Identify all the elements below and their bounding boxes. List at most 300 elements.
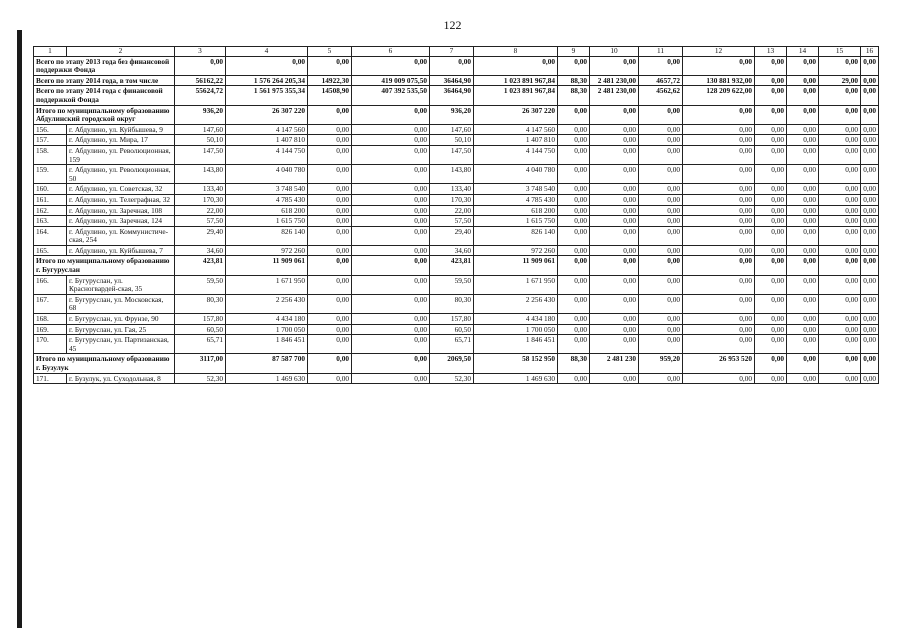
value-cell: 1 576 264 205,34 <box>226 75 308 86</box>
value-cell: 26 307 220 <box>226 105 308 124</box>
table-row <box>34 275 879 294</box>
value-cell: 4 785 430 <box>474 194 558 205</box>
address-cell: г. Абдулино, ул. Коммунистиче-ская, 254 <box>67 226 175 245</box>
value-cell: 0,00 <box>755 205 787 216</box>
value-cell: 130 881 932,00 <box>683 75 755 86</box>
table-row <box>34 373 879 384</box>
column-number-cell: 6 <box>352 47 430 57</box>
table-row <box>34 165 879 184</box>
row-number-cell: 166. <box>34 275 67 294</box>
address-cell: г. Абдулино, ул. Телеграфная, 32 <box>67 194 175 205</box>
value-cell: 0,00 <box>590 56 639 75</box>
value-cell: 0,00 <box>558 194 590 205</box>
value-cell: 52,30 <box>430 373 474 384</box>
value-cell: 0,00 <box>861 165 879 184</box>
value-cell: 2 481 230 <box>590 354 639 373</box>
value-cell: 0,00 <box>755 275 787 294</box>
value-cell: 0,00 <box>558 335 590 354</box>
value-cell: 0,00 <box>308 354 352 373</box>
value-cell: 0,00 <box>590 145 639 164</box>
value-cell: 4657,72 <box>639 75 683 86</box>
value-cell: 87 587 700 <box>226 354 308 373</box>
page-number: 122 <box>443 18 462 32</box>
address-cell: г. Абдулино, ул. Мира, 17 <box>67 135 175 146</box>
value-cell: 0,00 <box>819 184 861 195</box>
column-number-row <box>34 47 879 57</box>
housing-program-table <box>33 46 879 384</box>
value-cell: 0,00 <box>755 56 787 75</box>
value-cell: 0,00 <box>819 165 861 184</box>
row-number-cell: 165. <box>34 245 67 256</box>
value-cell: 1 469 630 <box>474 373 558 384</box>
value-cell: 0,00 <box>308 135 352 146</box>
value-cell: 0,00 <box>558 124 590 135</box>
address-cell: г. Бугуруслан, ул. Красногвардей-ская, 35 <box>67 275 175 294</box>
value-cell: 0,00 <box>755 324 787 335</box>
value-cell: 0,00 <box>787 245 819 256</box>
value-cell: 0,00 <box>861 135 879 146</box>
value-cell: 0,00 <box>755 226 787 245</box>
value-cell: 147,60 <box>430 124 474 135</box>
value-cell: 0,00 <box>755 86 787 105</box>
value-cell: 0,00 <box>787 354 819 373</box>
value-cell: 0,00 <box>639 335 683 354</box>
address-cell: г. Бузулук, ул. Суходольная, 8 <box>67 373 175 384</box>
value-cell: 59,50 <box>430 275 474 294</box>
value-cell: 0,00 <box>308 145 352 164</box>
address-cell: г. Абдулино, ул. Заречная, 108 <box>67 205 175 216</box>
value-cell: 2069,50 <box>430 354 474 373</box>
value-cell: 0,00 <box>558 275 590 294</box>
value-cell: 0,00 <box>787 324 819 335</box>
row-number-cell: 161. <box>34 194 67 205</box>
total-row <box>34 86 879 105</box>
value-cell: 0,00 <box>683 145 755 164</box>
value-cell: 0,00 <box>787 294 819 313</box>
value-cell: 0,00 <box>819 324 861 335</box>
value-cell: 0,00 <box>683 184 755 195</box>
value-cell: 0,00 <box>590 314 639 325</box>
value-cell: 3117,00 <box>175 354 226 373</box>
table-row <box>34 324 879 335</box>
value-cell: 0,00 <box>308 294 352 313</box>
value-cell: 0,00 <box>590 324 639 335</box>
value-cell: 0,00 <box>861 145 879 164</box>
value-cell: 1 469 630 <box>226 373 308 384</box>
total-label: Всего по этапу 2014 года с финансовой поддержкой Фонда <box>34 86 175 105</box>
value-cell: 0,00 <box>861 105 879 124</box>
value-cell: 0,00 <box>819 56 861 75</box>
value-cell: 0,00 <box>639 124 683 135</box>
column-number-cell: 2 <box>67 47 175 57</box>
value-cell: 0,00 <box>590 294 639 313</box>
value-cell: 0,00 <box>861 56 879 75</box>
value-cell: 4 434 180 <box>474 314 558 325</box>
value-cell: 147,60 <box>175 124 226 135</box>
value-cell: 0,00 <box>787 135 819 146</box>
value-cell: 0,00 <box>308 165 352 184</box>
value-cell: 0,00 <box>308 194 352 205</box>
value-cell: 50,10 <box>175 135 226 146</box>
value-cell: 0,00 <box>352 335 430 354</box>
value-cell: 0,00 <box>819 194 861 205</box>
value-cell: 60,50 <box>430 324 474 335</box>
value-cell: 0,00 <box>308 324 352 335</box>
value-cell: 0,00 <box>787 105 819 124</box>
value-cell: 0,00 <box>352 373 430 384</box>
value-cell: 0,00 <box>558 165 590 184</box>
value-cell: 0,00 <box>558 56 590 75</box>
value-cell: 0,00 <box>683 105 755 124</box>
value-cell: 50,10 <box>430 135 474 146</box>
value-cell: 0,00 <box>683 205 755 216</box>
value-cell: 0,00 <box>352 205 430 216</box>
address-cell: г. Абдулино, ул. Революционная, 159 <box>67 145 175 164</box>
total-label: Всего по этапу 2014 года, в том числе <box>34 75 175 86</box>
value-cell: 0,00 <box>787 194 819 205</box>
value-cell: 0,00 <box>590 124 639 135</box>
row-number-cell: 156. <box>34 124 67 135</box>
value-cell: 4 144 750 <box>226 145 308 164</box>
value-cell: 1 023 891 967,84 <box>474 86 558 105</box>
row-number-cell: 170. <box>34 335 67 354</box>
value-cell: 4 785 430 <box>226 194 308 205</box>
value-cell: 0,00 <box>308 314 352 325</box>
value-cell: 0,00 <box>308 373 352 384</box>
value-cell: 0,00 <box>819 294 861 313</box>
value-cell: 4562,62 <box>639 86 683 105</box>
row-number-cell: 171. <box>34 373 67 384</box>
value-cell: 88,30 <box>558 354 590 373</box>
value-cell: 0,00 <box>352 145 430 164</box>
value-cell: 0,00 <box>861 216 879 227</box>
value-cell: 0,00 <box>787 256 819 275</box>
value-cell: 419 009 075,50 <box>352 75 430 86</box>
value-cell: 0,00 <box>861 335 879 354</box>
value-cell: 1 615 750 <box>474 216 558 227</box>
value-cell: 11 909 061 <box>474 256 558 275</box>
value-cell: 0,00 <box>308 245 352 256</box>
value-cell: 0,00 <box>787 335 819 354</box>
value-cell: 4 147 560 <box>226 124 308 135</box>
value-cell: 1 615 750 <box>226 216 308 227</box>
value-cell: 0,00 <box>590 245 639 256</box>
table-row <box>34 205 879 216</box>
value-cell: 0,00 <box>639 135 683 146</box>
value-cell: 133,40 <box>175 184 226 195</box>
value-cell: 4 144 750 <box>474 145 558 164</box>
column-number-cell: 1 <box>34 47 67 57</box>
value-cell: 0,00 <box>683 124 755 135</box>
total-label: Итого по муниципальному образованию г. Бузулук <box>34 354 175 373</box>
value-cell: 29,40 <box>430 226 474 245</box>
value-cell: 170,30 <box>430 194 474 205</box>
column-number-cell: 11 <box>639 47 683 57</box>
value-cell: 0,00 <box>590 335 639 354</box>
value-cell: 0,00 <box>755 184 787 195</box>
value-cell: 0,00 <box>558 135 590 146</box>
value-cell: 0,00 <box>819 105 861 124</box>
value-cell: 0,00 <box>352 56 430 75</box>
value-cell: 65,71 <box>430 335 474 354</box>
value-cell: 0,00 <box>352 194 430 205</box>
value-cell: 0,00 <box>590 275 639 294</box>
value-cell: 0,00 <box>590 216 639 227</box>
value-cell: 0,00 <box>558 373 590 384</box>
value-cell: 0,00 <box>683 165 755 184</box>
value-cell: 0,00 <box>352 135 430 146</box>
row-number-cell: 160. <box>34 184 67 195</box>
value-cell: 1 671 950 <box>226 275 308 294</box>
address-cell: г. Абдулино, ул. Советская, 32 <box>67 184 175 195</box>
value-cell: 826 140 <box>226 226 308 245</box>
value-cell: 0,00 <box>639 245 683 256</box>
address-cell: г. Бугуруслан, ул. Гая, 25 <box>67 324 175 335</box>
value-cell: 56162,22 <box>175 75 226 86</box>
value-cell: 0,00 <box>755 105 787 124</box>
value-cell: 0,00 <box>558 256 590 275</box>
value-cell: 80,30 <box>175 294 226 313</box>
value-cell: 0,00 <box>590 256 639 275</box>
value-cell: 0,00 <box>558 216 590 227</box>
value-cell: 0,00 <box>558 105 590 124</box>
table-row <box>34 245 879 256</box>
value-cell: 0,00 <box>639 373 683 384</box>
address-cell: г. Абдулино, ул. Революционная, 50 <box>67 165 175 184</box>
table-row <box>34 314 879 325</box>
value-cell: 34,60 <box>430 245 474 256</box>
value-cell: 14508,90 <box>308 86 352 105</box>
value-cell: 1 846 451 <box>226 335 308 354</box>
value-cell: 0,00 <box>639 216 683 227</box>
value-cell: 0,00 <box>352 184 430 195</box>
table-row <box>34 124 879 135</box>
table-row <box>34 294 879 313</box>
value-cell: 0,00 <box>683 324 755 335</box>
value-cell: 0,00 <box>819 314 861 325</box>
value-cell: 0,00 <box>861 256 879 275</box>
value-cell: 423,81 <box>175 256 226 275</box>
value-cell: 0,00 <box>787 86 819 105</box>
value-cell: 0,00 <box>308 256 352 275</box>
value-cell: 0,00 <box>819 275 861 294</box>
value-cell: 407 392 535,50 <box>352 86 430 105</box>
value-cell: 147,50 <box>430 145 474 164</box>
value-cell: 0,00 <box>819 135 861 146</box>
value-cell: 972 260 <box>474 245 558 256</box>
value-cell: 2 256 430 <box>474 294 558 313</box>
value-cell: 0,00 <box>755 194 787 205</box>
value-cell: 4 040 780 <box>226 165 308 184</box>
value-cell: 0,00 <box>558 324 590 335</box>
value-cell: 0,00 <box>558 145 590 164</box>
value-cell: 0,00 <box>683 56 755 75</box>
value-cell: 0,00 <box>558 205 590 216</box>
value-cell: 1 700 050 <box>226 324 308 335</box>
table-row <box>34 135 879 146</box>
value-cell: 0,00 <box>861 314 879 325</box>
value-cell: 0,00 <box>352 324 430 335</box>
value-cell: 2 256 430 <box>226 294 308 313</box>
total-row <box>34 105 879 124</box>
value-cell: 0,00 <box>308 124 352 135</box>
value-cell: 0,00 <box>861 373 879 384</box>
column-number-cell: 14 <box>787 47 819 57</box>
value-cell: 936,20 <box>430 105 474 124</box>
value-cell: 157,80 <box>430 314 474 325</box>
value-cell: 0,00 <box>755 145 787 164</box>
total-row <box>34 256 879 275</box>
value-cell: 0,00 <box>352 314 430 325</box>
value-cell: 0,00 <box>558 294 590 313</box>
value-cell: 0,00 <box>590 184 639 195</box>
value-cell: 0,00 <box>308 184 352 195</box>
value-cell: 26 307 220 <box>474 105 558 124</box>
value-cell: 0,00 <box>861 324 879 335</box>
value-cell: 0,00 <box>755 256 787 275</box>
value-cell: 0,00 <box>590 373 639 384</box>
value-cell: 0,00 <box>352 165 430 184</box>
value-cell: 0,00 <box>558 314 590 325</box>
total-row <box>34 56 879 75</box>
value-cell: 0,00 <box>352 294 430 313</box>
value-cell: 157,80 <box>175 314 226 325</box>
row-number-cell: 159. <box>34 165 67 184</box>
value-cell: 0,00 <box>352 354 430 373</box>
value-cell: 0,00 <box>755 335 787 354</box>
address-cell: г. Бугуруслан, ул. Фрунзе, 90 <box>67 314 175 325</box>
column-number-cell: 9 <box>558 47 590 57</box>
value-cell: 959,20 <box>639 354 683 373</box>
value-cell: 0,00 <box>787 184 819 195</box>
value-cell: 4 147 560 <box>474 124 558 135</box>
value-cell: 0,00 <box>755 124 787 135</box>
value-cell: 26 953 520 <box>683 354 755 373</box>
value-cell: 0,00 <box>683 245 755 256</box>
total-label: Всего по этапу 2013 года без финансовой поддержки Фонда <box>34 56 175 75</box>
value-cell: 57,50 <box>430 216 474 227</box>
value-cell: 0,00 <box>755 245 787 256</box>
value-cell: 2 481 230,00 <box>590 86 639 105</box>
value-cell: 29,40 <box>175 226 226 245</box>
value-cell: 0,00 <box>352 245 430 256</box>
value-cell: 0,00 <box>683 194 755 205</box>
row-number-cell: 163. <box>34 216 67 227</box>
value-cell: 0,00 <box>787 373 819 384</box>
column-number-cell: 13 <box>755 47 787 57</box>
value-cell: 1 023 891 967,84 <box>474 75 558 86</box>
value-cell: 0,00 <box>639 294 683 313</box>
address-cell: г. Абдулино, ул. Куйбышева, 7 <box>67 245 175 256</box>
value-cell: 0,00 <box>755 314 787 325</box>
value-cell: 128 209 622,00 <box>683 86 755 105</box>
value-cell: 423,81 <box>430 256 474 275</box>
value-cell: 0,00 <box>787 275 819 294</box>
value-cell: 0,00 <box>474 56 558 75</box>
value-cell: 0,00 <box>819 256 861 275</box>
value-cell: 0,00 <box>819 124 861 135</box>
value-cell: 36464,90 <box>430 86 474 105</box>
address-cell: г. Абдулино, ул. Заречная, 124 <box>67 216 175 227</box>
value-cell: 0,00 <box>861 245 879 256</box>
value-cell: 0,00 <box>639 56 683 75</box>
value-cell: 4 040 780 <box>474 165 558 184</box>
value-cell: 0,00 <box>590 205 639 216</box>
value-cell: 0,00 <box>755 373 787 384</box>
row-number-cell: 164. <box>34 226 67 245</box>
value-cell: 0,00 <box>639 256 683 275</box>
value-cell: 0,00 <box>861 205 879 216</box>
value-cell: 36464,90 <box>430 75 474 86</box>
value-cell: 0,00 <box>352 226 430 245</box>
value-cell: 3 748 540 <box>226 184 308 195</box>
value-cell: 0,00 <box>787 165 819 184</box>
value-cell: 0,00 <box>639 205 683 216</box>
row-number-cell: 169. <box>34 324 67 335</box>
value-cell: 3 748 540 <box>474 184 558 195</box>
value-cell: 0,00 <box>175 56 226 75</box>
value-cell: 0,00 <box>787 205 819 216</box>
value-cell: 0,00 <box>787 216 819 227</box>
document-page <box>33 46 878 384</box>
value-cell: 1 561 975 355,34 <box>226 86 308 105</box>
value-cell: 936,20 <box>175 105 226 124</box>
row-number-cell: 162. <box>34 205 67 216</box>
value-cell: 0,00 <box>861 124 879 135</box>
value-cell: 133,40 <box>430 184 474 195</box>
value-cell: 170,30 <box>175 194 226 205</box>
row-number-cell: 167. <box>34 294 67 313</box>
column-number-cell: 12 <box>683 47 755 57</box>
total-label: Итого по муниципальному образованию г. Бугуруслан <box>34 256 175 275</box>
value-cell: 0,00 <box>819 335 861 354</box>
column-number-cell: 4 <box>226 47 308 57</box>
value-cell: 0,00 <box>558 245 590 256</box>
value-cell: 0,00 <box>352 275 430 294</box>
value-cell: 88,30 <box>558 75 590 86</box>
column-number-cell: 7 <box>430 47 474 57</box>
value-cell: 0,00 <box>683 216 755 227</box>
value-cell: 1 671 950 <box>474 275 558 294</box>
value-cell: 143,80 <box>175 165 226 184</box>
table-body <box>34 47 879 384</box>
value-cell: 0,00 <box>590 135 639 146</box>
value-cell: 0,00 <box>639 275 683 294</box>
value-cell: 0,00 <box>683 135 755 146</box>
value-cell: 0,00 <box>819 373 861 384</box>
value-cell: 0,00 <box>308 105 352 124</box>
total-row <box>34 75 879 86</box>
value-cell: 88,30 <box>558 86 590 105</box>
table-row <box>34 216 879 227</box>
value-cell: 0,00 <box>787 145 819 164</box>
value-cell: 0,00 <box>352 105 430 124</box>
value-cell: 0,00 <box>639 105 683 124</box>
row-number-cell: 157. <box>34 135 67 146</box>
value-cell: 0,00 <box>861 226 879 245</box>
value-cell: 0,00 <box>352 216 430 227</box>
value-cell: 0,00 <box>590 165 639 184</box>
value-cell: 0,00 <box>787 75 819 86</box>
value-cell: 0,00 <box>683 256 755 275</box>
value-cell: 0,00 <box>861 194 879 205</box>
value-cell: 0,00 <box>308 275 352 294</box>
value-cell: 0,00 <box>683 373 755 384</box>
value-cell: 0,00 <box>819 226 861 245</box>
value-cell: 972 260 <box>226 245 308 256</box>
value-cell: 0,00 <box>590 194 639 205</box>
value-cell: 0,00 <box>639 184 683 195</box>
